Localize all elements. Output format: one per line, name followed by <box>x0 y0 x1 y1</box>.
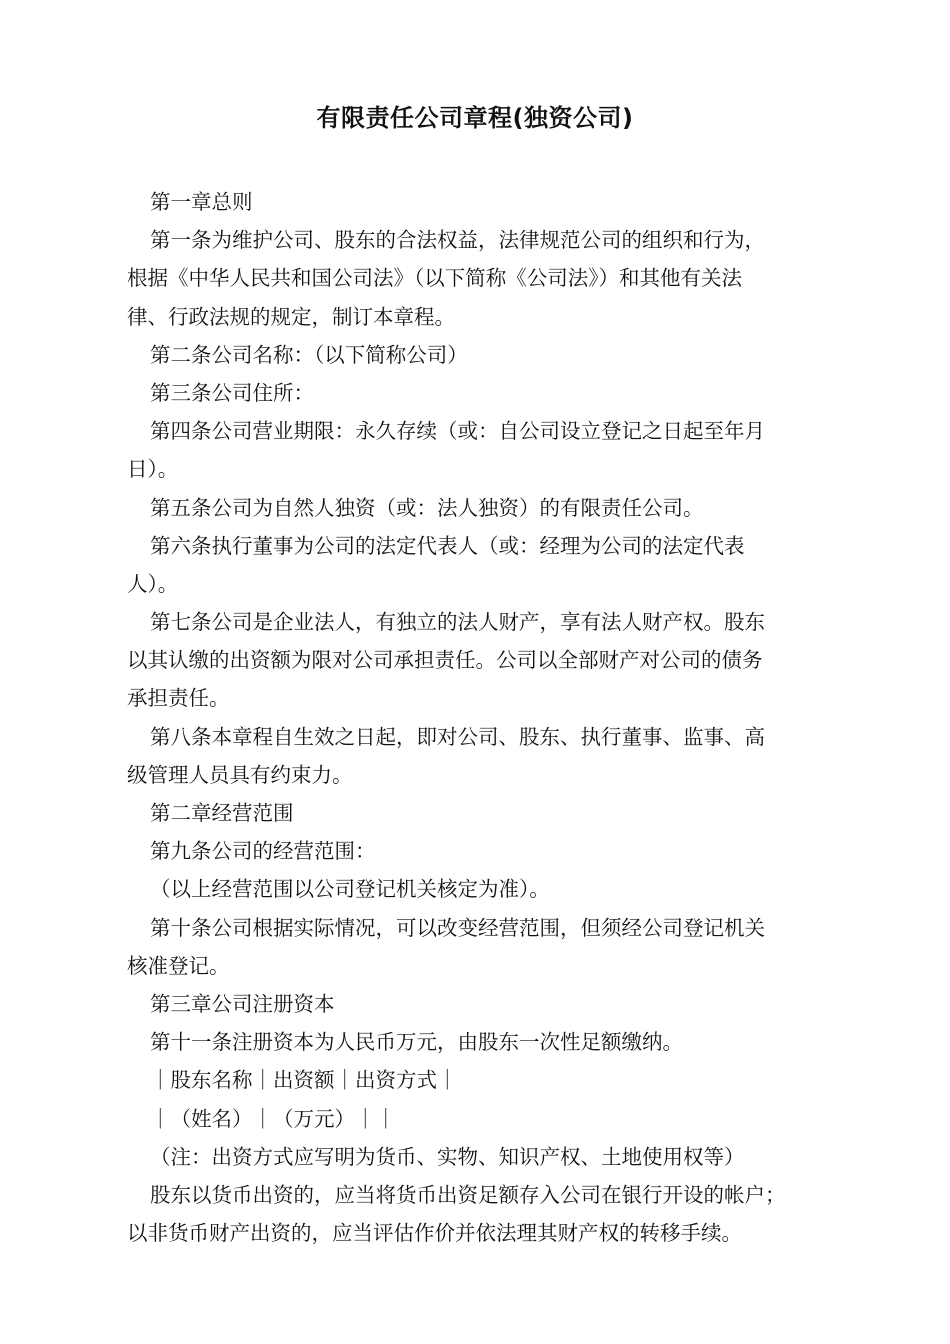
paragraph-line: 人）。 <box>127 571 179 596</box>
paragraph-line: 第七条公司是企业法人，有独立的法人财产，享有法人财产权。股东 <box>150 610 765 635</box>
chapter-heading: 第三章公司注册资本 <box>150 991 335 1016</box>
document-body <box>127 183 827 1252</box>
paragraph-line: 以其认缴的出资额为限对公司承担责任。公司以全部财产对公司的债务 <box>127 648 763 673</box>
paragraph-line: 第三条公司住所： <box>150 380 314 405</box>
paragraph-line: 第四条公司营业期限：永久存续（或：自公司设立登记之日起至年月 <box>150 419 765 444</box>
paragraph-line: 第一条为维护公司、股东的合法权益，法律规范公司的组织和行为， <box>150 228 765 253</box>
paragraph-line: 承担责任。 <box>127 686 230 711</box>
document-title: 有限责任公司章程(独资公司) <box>316 104 634 132</box>
paragraph-line: 第九条公司的经营范围： <box>150 839 376 864</box>
capital-table-header: ｜股东名称｜出资额｜出资方式｜ <box>150 1068 458 1093</box>
paragraph-line: 第十条公司根据实际情况，可以改变经营范围，但须经公司登记机关 <box>150 915 765 940</box>
paragraph-line: 第二条公司名称：（以下简称公司） <box>150 342 468 367</box>
note-line: （注：出资方式应写明为货币、实物、知识产权、土地使用权等） <box>150 1144 745 1169</box>
paragraph-line: 第八条本章程自生效之日起，即对公司、股东、执行董事、监事、高 <box>150 724 765 749</box>
paragraph-line: 股东以货币出资的，应当将货币出资足额存入公司在银行开设的帐户； <box>150 1182 786 1207</box>
paragraph-line: 核准登记。 <box>127 953 230 978</box>
paragraph-line: 律、行政法规的规定，制订本章程。 <box>127 304 455 329</box>
paragraph-line: 第六条执行董事为公司的法定代表人（或：经理为公司的法定代表 <box>150 533 745 558</box>
paragraph-line: （以上经营范围以公司登记机关核定为准）。 <box>150 877 550 902</box>
paragraph-line: 根据《中华人民共和国公司法》（以下简称《公司法》）和其他有关法 <box>127 266 742 291</box>
paragraph-line: 级管理人员具有约束力。 <box>127 762 353 787</box>
capital-table-row: ｜（姓名）｜（万元）｜｜ <box>150 1106 396 1131</box>
paragraph-line: 以非货币财产出资的，应当评估作价并依法理其财产权的转移手续。 <box>127 1221 742 1246</box>
paragraph-line: 第十一条注册资本为人民币万元，由股东一次性足额缴纳。 <box>150 1030 683 1055</box>
paragraph-line: 第五条公司为自然人独资（或：法人独资）的有限责任公司。 <box>150 495 704 520</box>
paragraph-line: 日）。 <box>127 457 179 482</box>
chapter-heading: 第二章经营范围 <box>150 801 294 825</box>
chapter-heading: 第一章总则 <box>150 190 253 214</box>
